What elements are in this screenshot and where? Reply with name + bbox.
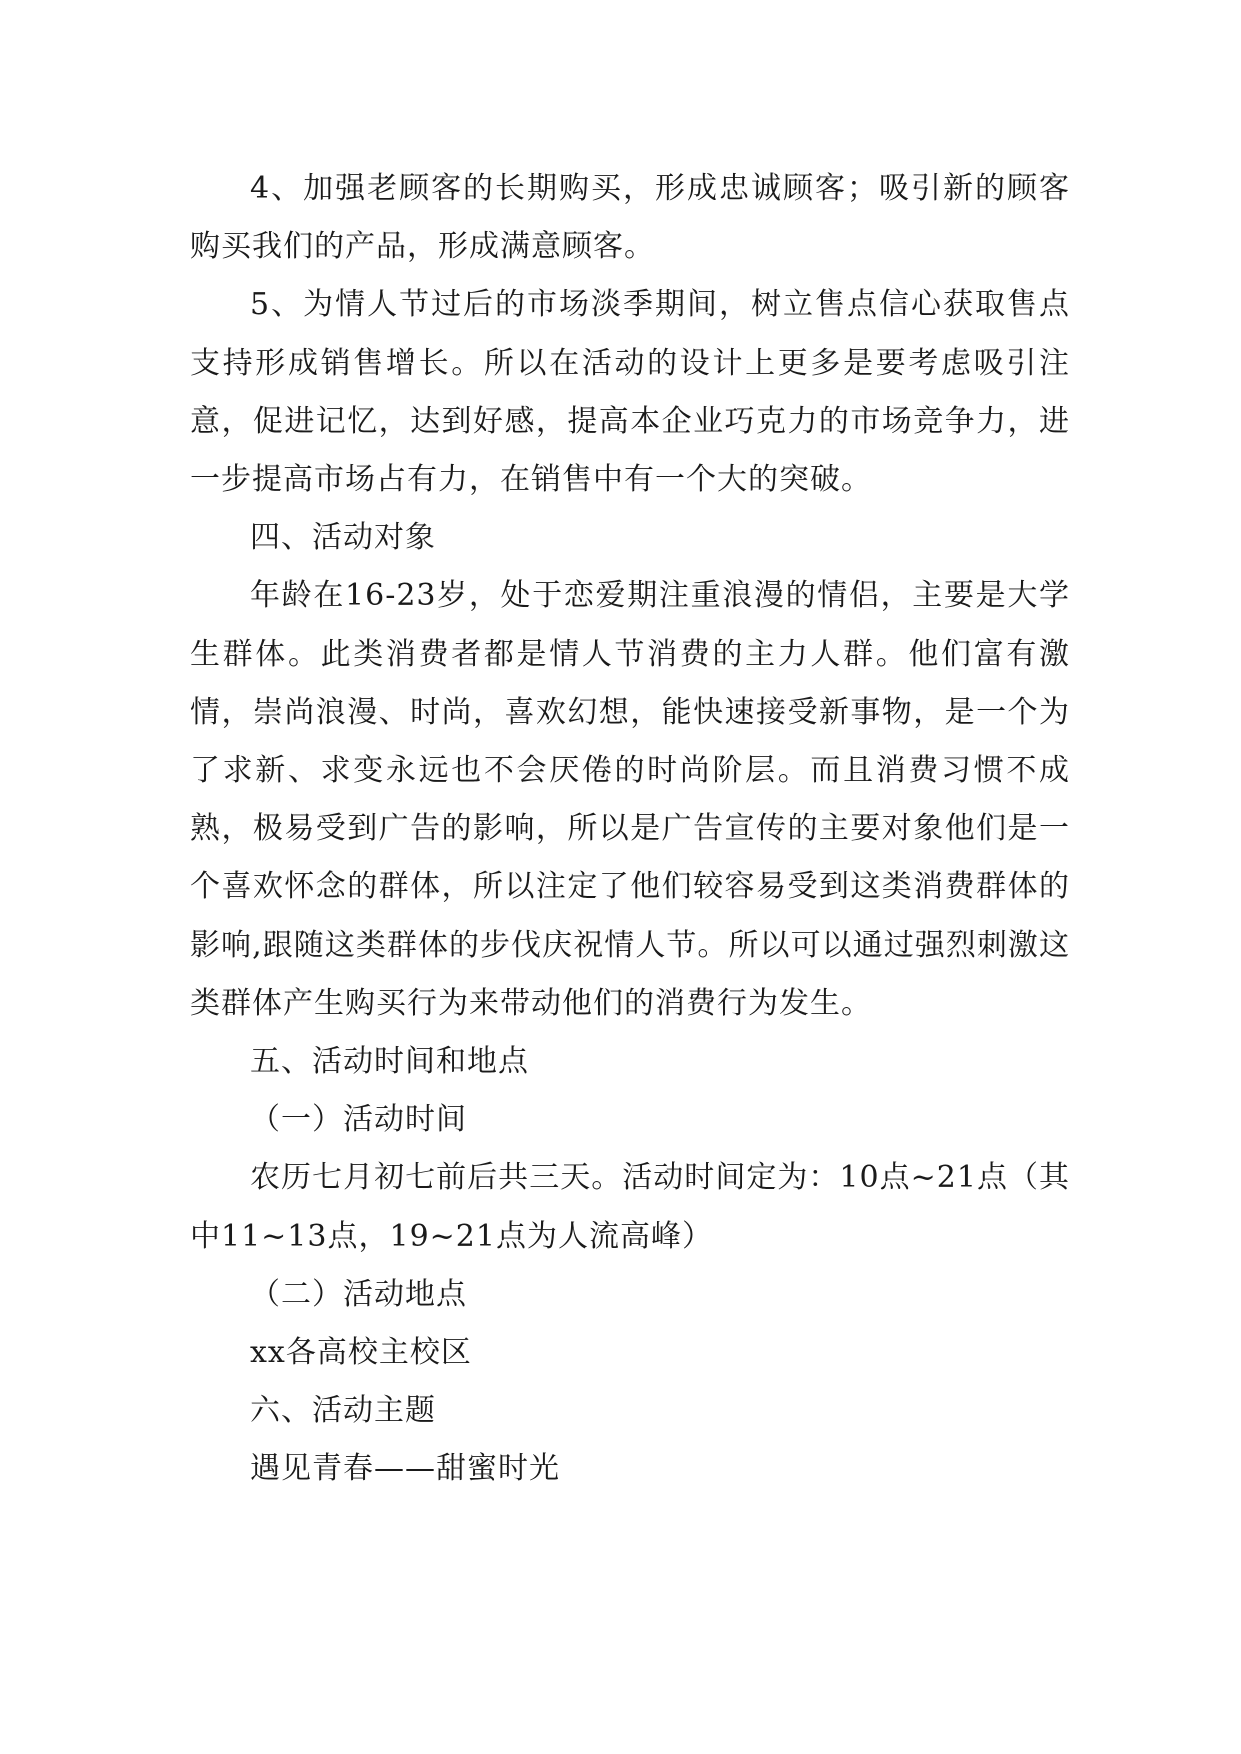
subheading-activity-time: （一）活动时间 — [250, 1102, 467, 1138]
paragraph-theme: 遇见青春——甜蜜时光 — [250, 1451, 560, 1487]
section-heading-time-location: 五、活动时间和地点 — [250, 1044, 529, 1080]
section-heading-theme: 六、活动主题 — [250, 1393, 436, 1429]
paragraph-goal-4: 4、加强老顾客的长期购买，形成忠诚顾客；吸引新的顾客购买我们的产品，形成满意顾客。 — [190, 171, 1070, 265]
paragraph-target-audience: 年龄在16-23岁，处于恋爱期注重浪漫的情侣，主要是大学生群体。此类消费者都是情人节消费的主力人群。他们富有激情，崇尚浪漫、时尚，喜欢幻想，能快速接受新事物，是一个为了求新、求变永远也不会厌倦的时尚阶层。而且消费习惯不成熟，极易受到广告的影响，所以是广告宣传的主要对象他们是一个喜欢怀念的群体，所以注定了他们较容易受到这类消费群体的影响,跟随这类群体的步伐庆祝情人节。所以可以通过强烈刺激这类群体产生购买行为来带动他们的消费行为发生。 — [190, 578, 1070, 1021]
paragraph-activity-time: 农历七月初七前后共三天。活动时间定为：10点~21点（其中11~13点，19~21点为人流高峰） — [190, 1160, 1070, 1254]
section-heading-target-audience: 四、活动对象 — [250, 520, 436, 556]
paragraph-activity-location: xx各高校主校区 — [250, 1335, 472, 1371]
paragraph-goal-5: 5、为情人节过后的市场淡季期间，树立售点信心获取售点支持形成销售增长。所以在活动的设计上更多是要考虑吸引注意，促进记忆，达到好感，提高本企业巧克力的市场竞争力，进一步提高市场占有力，在销售中有一个大的突破。 — [190, 287, 1070, 498]
subheading-activity-location: （二）活动地点 — [250, 1276, 467, 1312]
document-body — [190, 160, 1070, 1499]
